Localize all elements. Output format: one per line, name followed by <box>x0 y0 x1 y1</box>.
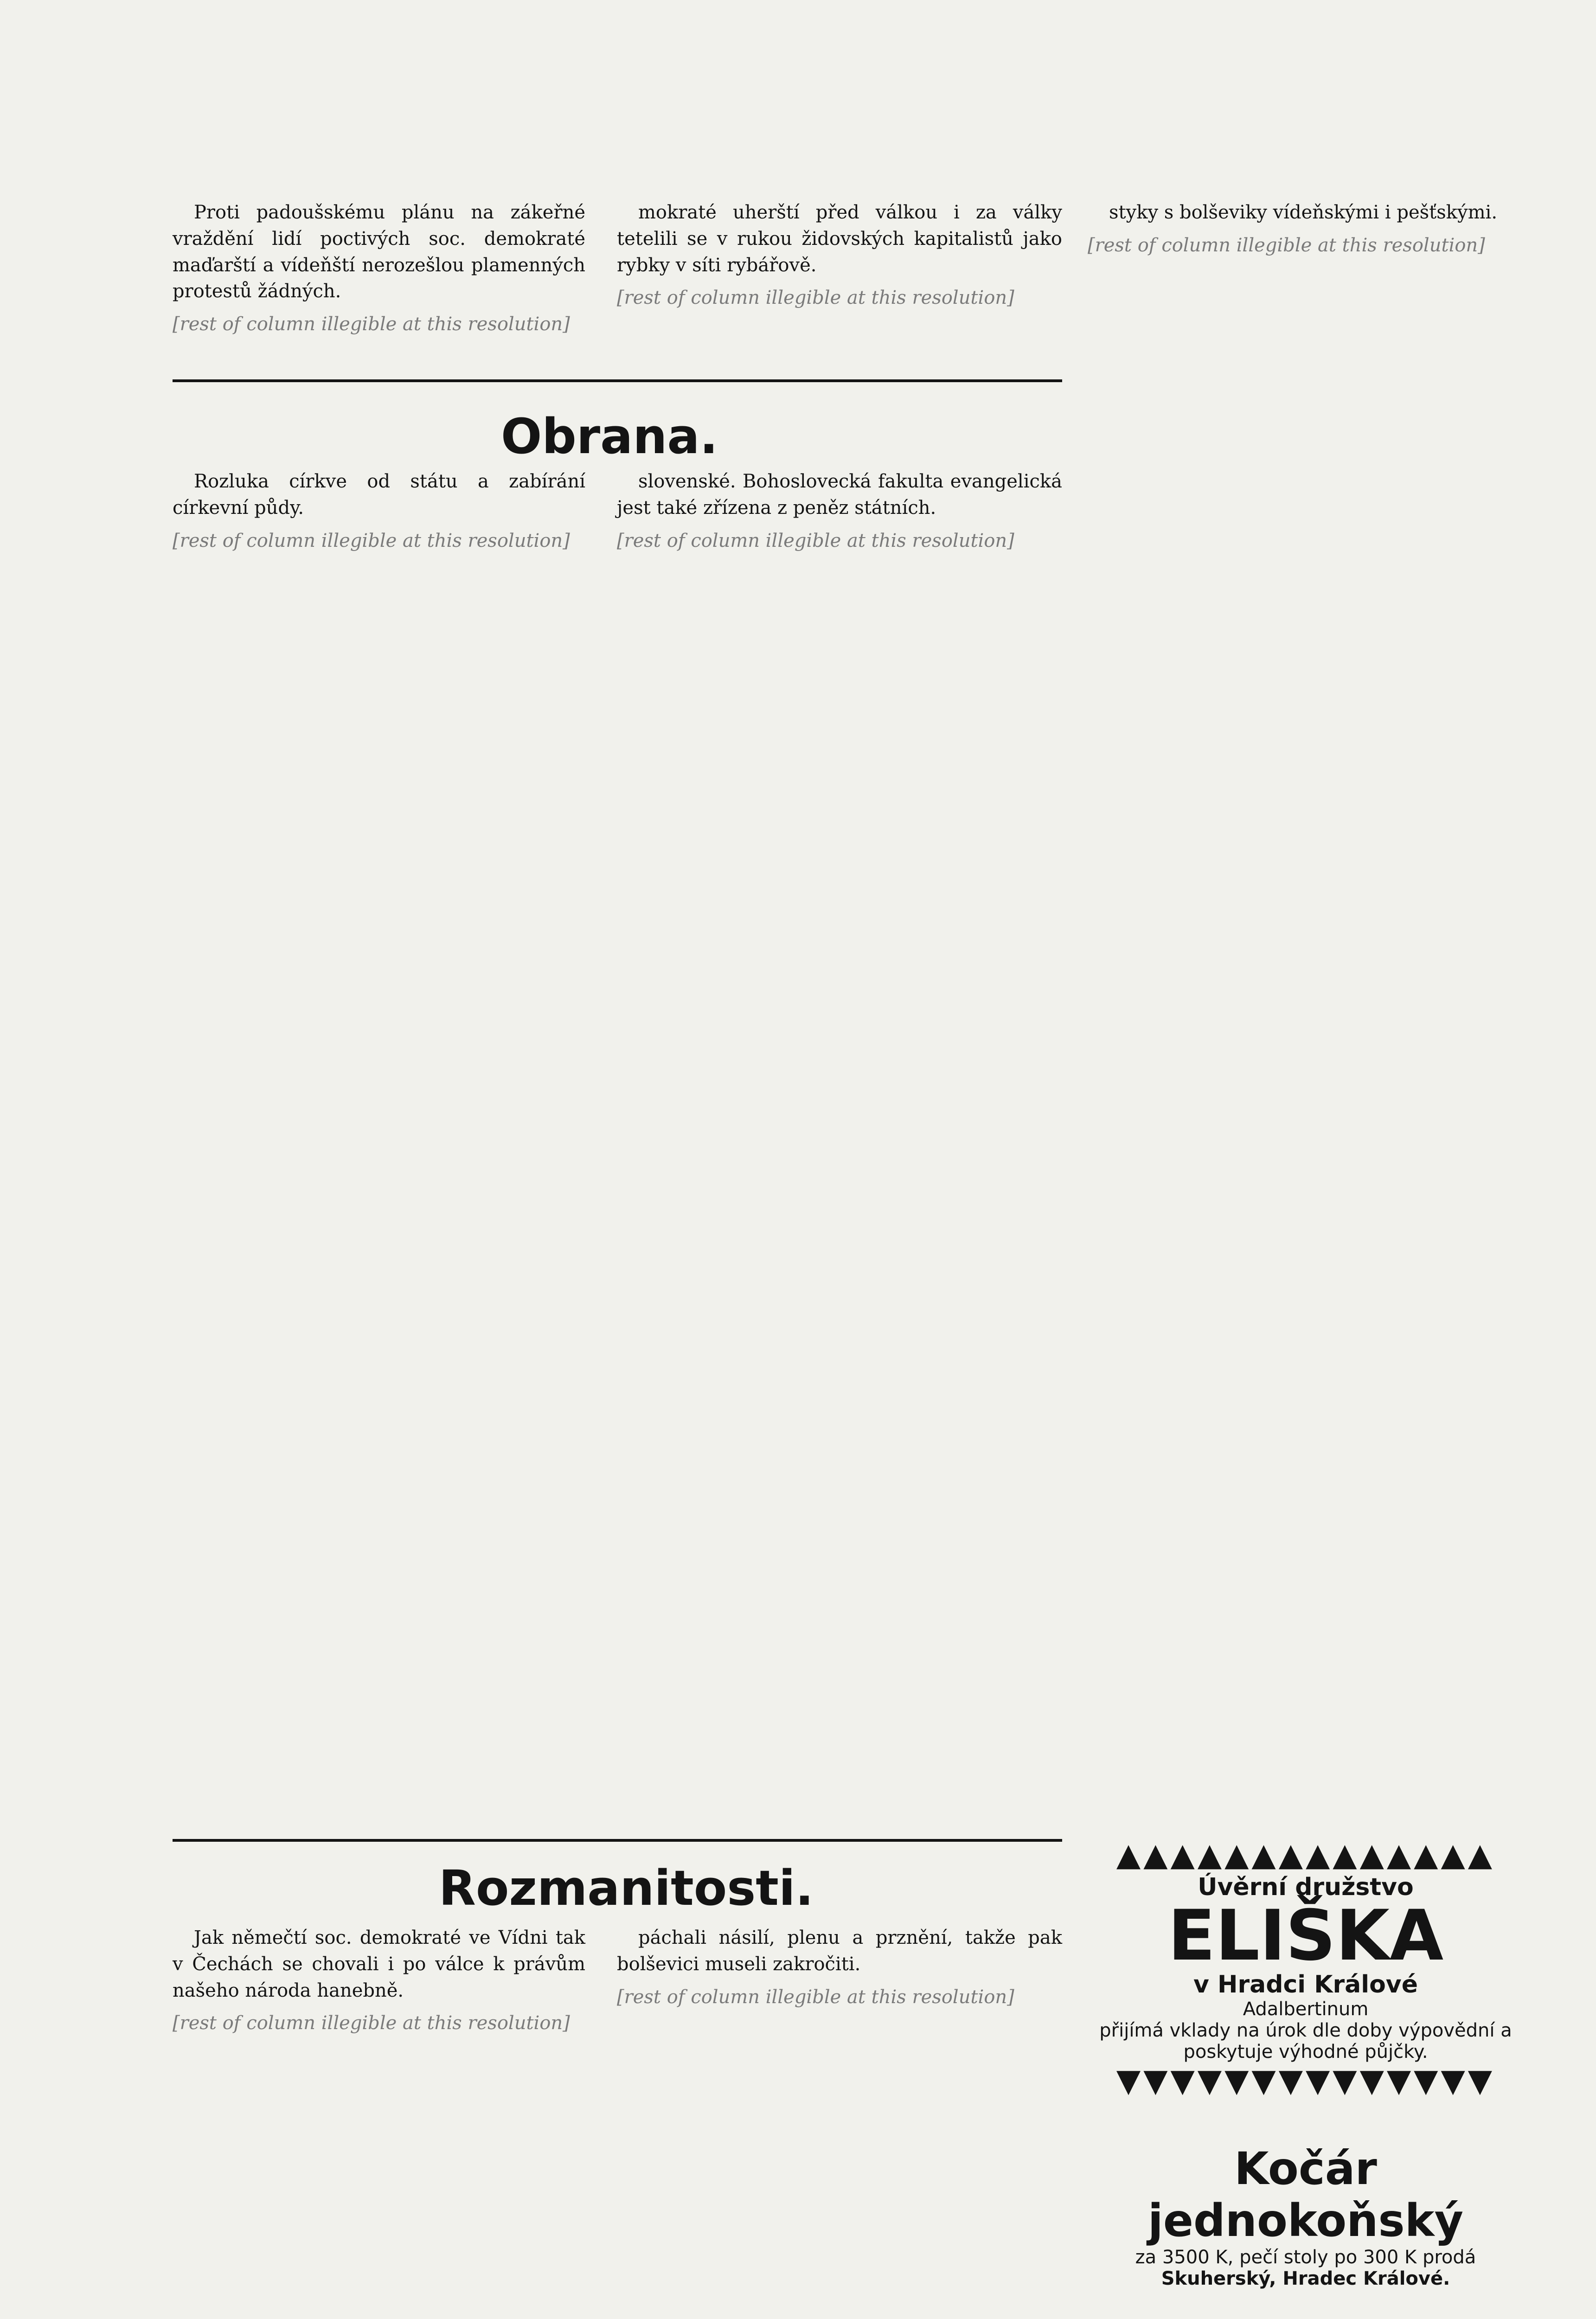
ad-eliska <box>1088 1837 1524 2099</box>
section-rule <box>173 1839 1062 1842</box>
triangle-border-icon: ▼▼▼▼▼▼▼▼▼▼▼▼▼▼ <box>1116 2063 1495 2099</box>
section-rule <box>173 379 1062 382</box>
ad-text: přijímá vklady na úrok dle doby výpovědní a poskytuje výhodné půjčky. <box>1099 2020 1512 2063</box>
text-block: mokraté uherští před válkou i za války tetelili se v rukou židovských kapitalistů jako rybky v síti rybářově. <box>617 202 1062 276</box>
top-article-col1 <box>173 199 585 338</box>
right-column <box>1088 199 1524 259</box>
rozmanitosti-col2 <box>617 1925 1062 2010</box>
top-article-col2 <box>617 199 1062 311</box>
ad-text: za 3500 K, pečí stoly po 300 K prodá <box>1135 2247 1476 2268</box>
illegible-marker: [rest of column illegible at this resolution] <box>617 530 1014 551</box>
ad-title: Kočár jednokoňský <box>1147 2143 1464 2247</box>
obrana-col1 <box>173 468 585 554</box>
illegible-marker: [rest of column illegible at this resolution] <box>617 287 1014 309</box>
ad-name: ELIŠKA <box>1167 1896 1444 1976</box>
rozmanitosti-heading: Rozmanitosti. <box>438 1860 814 1916</box>
ad-sub: Adalbertinum <box>1243 1999 1369 2020</box>
illegible-marker: [rest of column illegible at this resolution] <box>617 1986 1014 2008</box>
ad-line: v Hradci Králové <box>1193 1971 1418 1999</box>
obrana-col2 <box>617 468 1062 554</box>
text-block: styky s bolševiky vídeňskými i pešťskými. <box>1109 202 1498 223</box>
illegible-marker: [rest of column illegible at this resolution] <box>1088 234 1485 256</box>
text-block: Rozluka církve od státu a zabírání církevní půdy. <box>173 471 585 519</box>
text-block: slovenské. Bohoslovecká fakulta evangelická jest také zřízena z peněz státních. <box>617 471 1062 519</box>
ad-kocar <box>1088 2143 1524 2289</box>
text-block: páchali násilí, plenu a prznění, takže pak bolševici museli zakročiti. <box>617 1927 1062 1975</box>
text-block: Proti padoušskému plánu na zákeřné vraždění lidí poctivých soc. demokraté maďarští a vídeňští nerozešlou plamenných protestů žádných. <box>173 202 585 302</box>
rozmanitosti-col1 <box>173 1925 585 2037</box>
ad-name: Skuherský, Hradec Králové. <box>1161 2268 1450 2289</box>
illegible-marker: [rest of column illegible at this resolution] <box>173 530 570 551</box>
illegible-marker: [rest of column illegible at this resolution] <box>173 2012 570 2034</box>
triangle-border-icon: ▲▲▲▲▲▲▲▲▲▲▲▲▲▲ <box>1116 1837 1495 1873</box>
text-block: Jak němečtí soc. demokraté ve Vídni tak v Čechách se chovali i po válce k právům našeho národa hanebně. <box>173 1927 585 2001</box>
ad-line: Úvěrní družstvo <box>1198 1873 1414 1901</box>
obrana-heading: Obrana. <box>501 408 718 465</box>
illegible-marker: [rest of column illegible at this resolution] <box>173 314 570 335</box>
